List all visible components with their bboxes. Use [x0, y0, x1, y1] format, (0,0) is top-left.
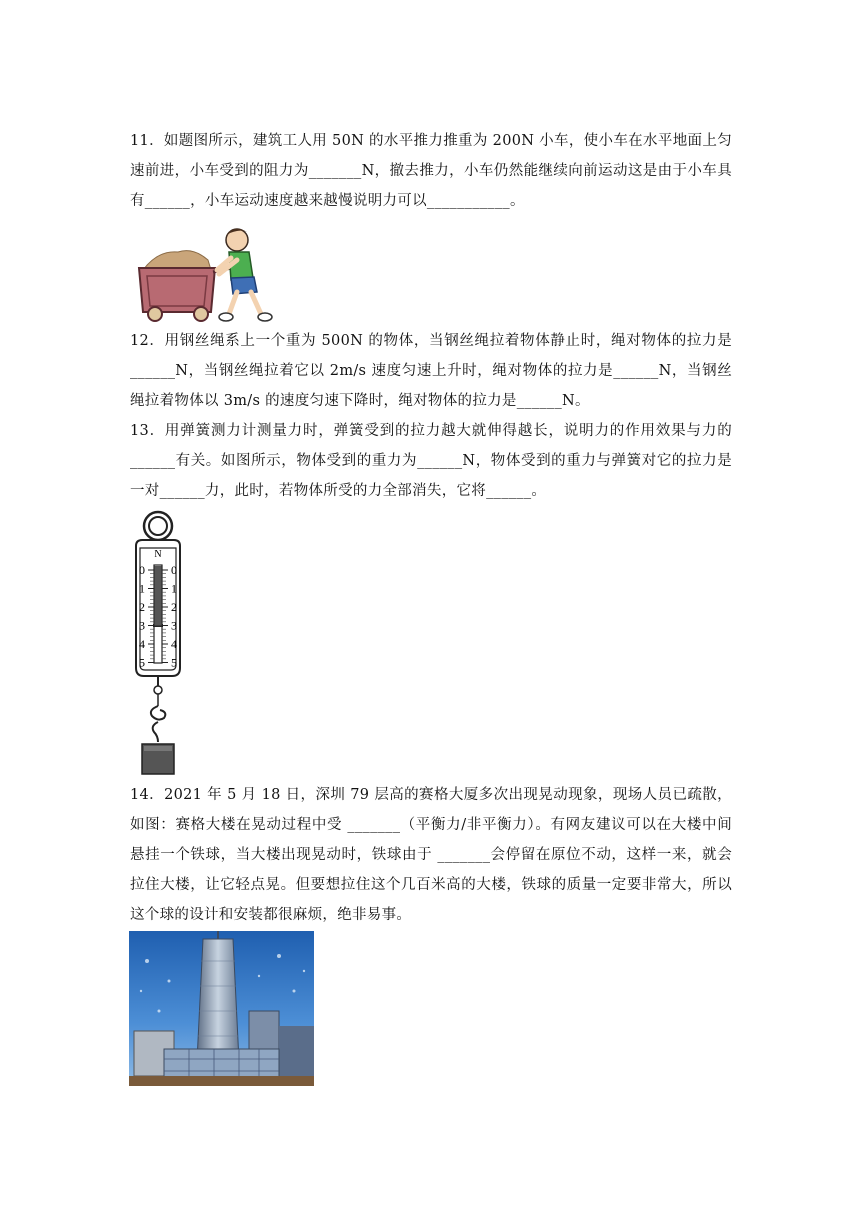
scale-tick-label-right: 4: [171, 637, 177, 651]
scale-unit-label: N: [154, 549, 162, 560]
question-11: 11．如题图所示，建筑工人用 50N 的水平推力推重为 200N 小车，使小车在水平地面上匀速前进，小车受到的阻力为_______N，撤去推力，小车仍然能继续向前运动这是由于小车具有______，小车运动速度越来越慢说明力可以___________。: [130, 133, 732, 209]
question-14: 14．2021 年 5 月 18 日，深圳 79 层高的赛格大厦多次出现晃动现象，现场人员已疏散，如图：赛格大楼在晃动过程中受 _______（平衡力/非平衡力）。有网友建议可以在大楼中间悬挂一个铁球，当大楼出现晃动时，铁球由于 _______会停留在原位不动，这样一来，就会拉住大楼，让它轻点晃。但要想拉住这个几百米高的大楼，铁球的质量一定要非常大，所以这个球的设计和安装都很麻烦，绝非易事。: [130, 787, 732, 923]
seg-building-photo: [129, 931, 314, 1086]
scale-tick-label-left: 4: [139, 637, 145, 651]
scale-tick-label-right: 1: [171, 581, 177, 596]
scale-tick-label-left: 1: [139, 581, 145, 596]
question-12: 12．用钢丝绳系上一个重为 500N 的物体，当钢丝绳拉着物体静止时，绳对物体的拉力是______N，当钢丝绳拉着它以 2m/s 速度匀速上升时，绳对物体的拉力是______N，当钢丝绳拉着物体以 3m/s 的速度匀速下降时，绳对物体的拉力是______N。: [130, 333, 732, 409]
scale-tick-label-right: 0: [171, 563, 177, 577]
scale-tick-label-right: 2: [171, 600, 177, 614]
scale-tick-label-right: 5: [171, 655, 177, 670]
scale-pointer: [155, 566, 162, 626]
scale-tick-label-left: 5: [139, 655, 145, 670]
spring-scale-figure: [128, 510, 192, 776]
scale-tick-label-left: 3: [139, 618, 145, 633]
question-13: 13．用弹簧测力计测量力时，弹簧受到的拉力越大就伸得越长，说明力的作用效果与力的______有关。如图所示，物体受到的重力为______N，物体受到的重力与弹簧对它的拉力是一对______力，此时，若物体所受的力全部消失，它将______。: [130, 423, 732, 499]
scale-tick-label-left: 0: [139, 563, 145, 577]
worker-pushing-cart-figure: [133, 222, 281, 324]
scale-tick-label-left: 2: [139, 600, 145, 614]
scale-tick-label-right: 3: [171, 618, 177, 633]
